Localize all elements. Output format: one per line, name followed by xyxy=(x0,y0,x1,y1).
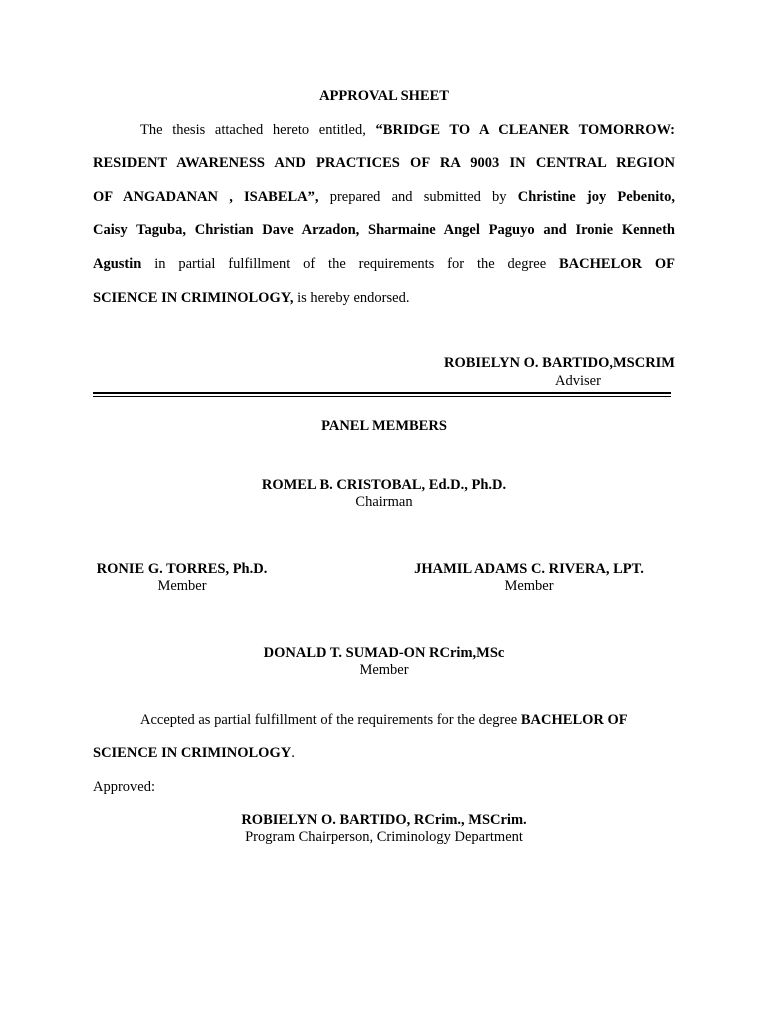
member-name: JHAMIL ADAMS C. RIVERA, LPT. xyxy=(414,561,644,577)
panel-members-heading: PANEL MEMBERS xyxy=(321,418,447,434)
page-title: APPROVAL SHEET xyxy=(319,88,449,104)
paragraph-line-3 xyxy=(93,189,675,206)
chairman-name: ROMEL B. CRISTOBAL, Ed.D., Ph.D. xyxy=(261,477,507,493)
member-right-block xyxy=(414,561,644,595)
thesis-title-part: OF ANGADANAN , ISABELA”, xyxy=(93,189,319,205)
paragraph-line-6 xyxy=(93,290,675,307)
adviser-name: ROBIELYN O. BARTIDO,MSCRIM xyxy=(444,355,675,371)
text-span: . xyxy=(291,745,295,761)
member-role: Member xyxy=(157,578,207,594)
approved-label: Approved: xyxy=(93,779,156,795)
degree-name: BACHELOR OF xyxy=(520,712,628,728)
paragraph-line-1 xyxy=(93,122,675,139)
member-role: Member xyxy=(504,578,554,594)
member-role: Member xyxy=(359,662,409,678)
author-names: Caisy Taguba, Christian Dave Arzadon, Sharmaine Angel Paguyo and Ironie Kenneth xyxy=(93,222,675,238)
adviser-role: Adviser xyxy=(555,373,601,389)
degree-name: SCIENCE IN CRIMINOLOGY xyxy=(93,745,292,761)
chairman-block xyxy=(0,477,768,511)
member-left-block xyxy=(93,561,271,595)
text-span: The thesis attached hereto entitled, xyxy=(140,122,376,138)
degree-name: BACHELOR OF xyxy=(559,256,675,272)
author-name: Agustin xyxy=(93,256,142,272)
program-chair-name: ROBIELYN O. BARTIDO, RCrim., MSCrim. xyxy=(241,812,527,828)
thesis-title-part: “BRIDGE TO A CLEANER TOMORROW: xyxy=(375,122,676,138)
chairman-role: Chairman xyxy=(355,494,413,510)
degree-name: SCIENCE IN CRIMINOLOGY, xyxy=(93,290,294,306)
text-span: is hereby endorsed. xyxy=(293,290,410,306)
paragraph-line-5 xyxy=(93,256,675,273)
paragraph-line-2 xyxy=(93,155,675,172)
text-span: Accepted as partial fulfillment of the requirements for the degree xyxy=(140,712,521,728)
text-span: prepared and submitted by xyxy=(318,189,518,205)
thesis-title-part: RESIDENT AWARENESS AND PRACTICES OF RA 9003 IN CENTRAL REGION xyxy=(93,155,675,171)
author-name: Christine joy Pebenito, xyxy=(517,189,675,205)
text-span: in partial fulfillment of the requirements for the degree xyxy=(141,256,560,272)
paragraph-line-4 xyxy=(93,222,675,239)
program-chair-role: Program Chairperson, Criminology Department xyxy=(245,829,523,845)
double-rule-divider xyxy=(93,392,671,397)
member-name: DONALD T. SUMAD-ON RCrim,MSc xyxy=(263,645,505,661)
acceptance-line-2 xyxy=(93,745,295,762)
member-name: RONIE G. TORRES, Ph.D. xyxy=(96,561,268,577)
acceptance-line-1 xyxy=(140,712,628,729)
member-bottom-block xyxy=(0,645,768,679)
